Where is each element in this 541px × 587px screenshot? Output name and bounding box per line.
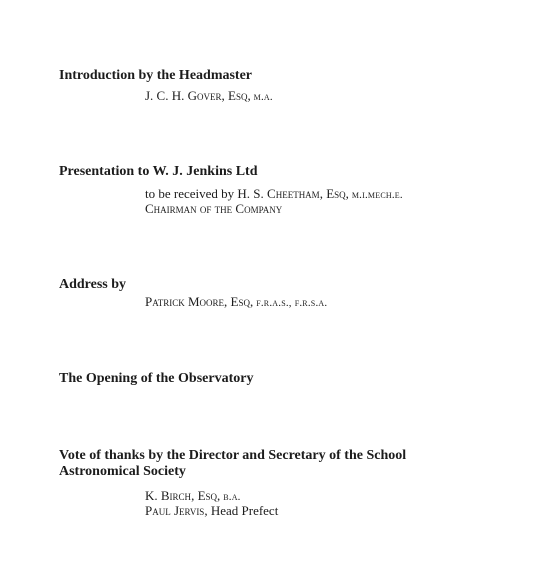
speaker-prefix: to be received by <box>145 186 238 201</box>
item-heading-address: Address by <box>59 277 127 292</box>
speaker-line-gover <box>145 88 273 105</box>
speaker-suffix: , Esq, <box>191 488 221 503</box>
speaker-credentials: b.a. <box>220 491 241 503</box>
speaker-credentials: f.r.a.s., f.r.s.a. <box>253 297 328 309</box>
speaker-line-jervis <box>145 503 278 518</box>
speaker-role: Chairman of the Company <box>145 201 283 216</box>
speaker-name: Paul Jervis <box>145 503 205 518</box>
speaker-credentials: m.a. <box>250 91 273 103</box>
item-heading-opening: The Opening of the Observatory <box>59 371 254 386</box>
speaker-role-line <box>145 201 282 216</box>
speaker-suffix: , Head Prefect <box>204 503 279 518</box>
speaker-name: H. S. Cheetham <box>237 186 320 201</box>
speaker-credentials: m.i.mech.e. <box>348 189 403 201</box>
item-heading-introduction: Introduction by the Headmaster <box>59 68 253 83</box>
item-heading-presentation: Presentation to W. J. Jenkins Ltd <box>59 164 258 179</box>
item-heading-vote-of-thanks: Vote of thanks by the Director and Secretary of the School Astronomical Society <box>59 448 407 479</box>
speaker-name: J. C. H. Gover <box>145 88 222 103</box>
speaker-name: Patrick Moore <box>145 294 225 309</box>
speaker-line-moore <box>145 294 327 311</box>
speaker-name: K. Birch <box>145 488 192 503</box>
speaker-suffix: , Esq, <box>319 186 349 201</box>
speaker-suffix: , Esq, <box>221 88 251 103</box>
speaker-suffix: , Esq, <box>224 294 254 309</box>
